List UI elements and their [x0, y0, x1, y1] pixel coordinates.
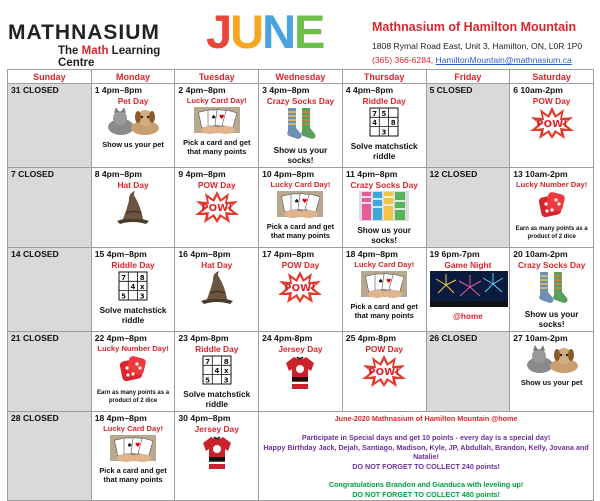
day-caption: Solve matchstick riddle — [350, 142, 418, 161]
svg-text:x: x — [223, 367, 229, 376]
day-number-time: 7 CLOSED — [11, 169, 54, 179]
svg-text:POW!: POW! — [284, 283, 317, 294]
day-number-time: 24 4pm-8pm — [262, 333, 313, 343]
day-number-time: 22 4pm–8pm — [94, 333, 147, 343]
pet-photo — [103, 107, 163, 140]
day-number-time: 19 6pm-7pm — [429, 249, 480, 259]
svg-text:x: x — [139, 283, 145, 292]
svg-text:4: 4 — [130, 283, 136, 292]
contact-block — [372, 20, 598, 65]
day-number-time: 5 CLOSED — [429, 85, 473, 95]
day-caption: Pick a card and get that many points — [99, 466, 167, 484]
day-number-time: 1 4pm–8pm — [94, 85, 142, 95]
svg-text:5: 5 — [381, 109, 387, 118]
svg-text:7: 7 — [204, 357, 210, 366]
day-caption: Solve matchstick riddle — [99, 306, 167, 325]
calendar-week-row — [8, 248, 594, 332]
playing-cards-photo — [277, 191, 323, 222]
special-day-title: Game Night — [444, 260, 492, 270]
month-title — [206, 5, 346, 58]
day-number-time: 18 4pm–8pm — [94, 413, 147, 423]
svg-text:5: 5 — [121, 292, 127, 301]
fireworks-photo — [430, 271, 508, 312]
day-caption: Show us your pet — [520, 378, 583, 387]
svg-text:♥: ♥ — [386, 278, 392, 285]
calendar-day-cell — [510, 332, 594, 412]
calendar-day-cell — [8, 84, 92, 168]
special-day-title: Crazy Socks Day — [350, 180, 418, 190]
logo-wordmark — [8, 22, 198, 44]
announcement-participate: Participate in Special days and get 10 points - every day is a special day! — [301, 433, 551, 442]
day-caption: Pick a card and get that many points — [266, 222, 335, 240]
calendar-day-cell — [8, 412, 92, 501]
weekday-sunday: Sunday — [8, 70, 92, 84]
calendar-day-cell — [510, 168, 594, 248]
day-number-time: 6 10am-2pm — [513, 85, 563, 95]
socks-photo — [280, 107, 320, 146]
day-number-time: 11 4pm–8pm — [345, 169, 398, 179]
wizard-hat-photo — [197, 271, 237, 310]
day-caption: Solve matchstick riddle — [183, 390, 251, 409]
calendar-day-cell — [342, 84, 426, 168]
playing-cards-photo — [110, 435, 156, 466]
day-caption: Pick a card and get that many points — [183, 138, 251, 156]
day-number-time: 4 4pm–8pm — [345, 85, 394, 95]
calendar-week-row — [8, 84, 594, 168]
svg-text:♥: ♥ — [135, 442, 141, 449]
svg-text:POW!: POW! — [535, 119, 568, 130]
day-number-time: 27 10am-2pm — [513, 333, 568, 343]
svg-text:♥: ♥ — [218, 114, 225, 121]
special-day-title: Jersey Day — [278, 344, 323, 354]
pow-burst — [278, 271, 322, 308]
svg-text:8: 8 — [139, 273, 145, 282]
special-day-title: POW Day — [281, 260, 320, 270]
special-day-title: Lucky Number Day! — [97, 344, 169, 353]
calendar-day-cell — [510, 84, 594, 168]
special-day-title: Jersey Day — [194, 424, 239, 434]
announcement-title: June-2020 Mathnasium of Hamilton Mountain @home — [334, 414, 518, 423]
svg-text:8: 8 — [223, 357, 229, 366]
weekday-header-row — [8, 70, 594, 84]
day-number-time: 17 4pm–8pm — [262, 249, 315, 259]
announcement-collect-480: DO NOT FORGET TO COLLECT 480 points! — [352, 489, 500, 499]
svg-text:8: 8 — [390, 119, 396, 128]
calendar-day-cell — [91, 168, 175, 248]
weekday-monday: Monday — [91, 70, 175, 84]
matchstick-riddle-grid — [202, 355, 232, 390]
calendar-day-cell — [8, 168, 92, 248]
day-number-time: 10 4pm–8pm — [262, 169, 315, 179]
playing-cards-photo — [361, 271, 407, 302]
calendar-day-cell — [8, 248, 92, 332]
special-day-title: Riddle Day — [195, 344, 239, 354]
svg-text:4: 4 — [214, 367, 220, 376]
calendar-day-cell — [8, 332, 92, 412]
tagline-math: Math — [81, 45, 109, 57]
org-contact-line — [372, 55, 598, 65]
logo-tagline — [58, 45, 198, 69]
day-number-time: 12 CLOSED — [429, 169, 478, 179]
pow-burst — [195, 191, 239, 228]
calendar-day-cell — [175, 248, 259, 332]
svg-text:3: 3 — [381, 128, 387, 137]
tagline-prefix: The — [58, 45, 82, 57]
pet-photo — [522, 345, 582, 378]
day-number-time: 31 CLOSED — [11, 85, 59, 95]
calendar-day-cell — [259, 248, 343, 332]
day-number-time: 13 10am-2pm — [513, 169, 568, 179]
tagline-suffix: Learning Centre — [58, 45, 161, 69]
calendar-day-cell — [259, 168, 343, 248]
month-letter: U — [230, 5, 263, 58]
org-phone: (365) 366-6284, — [372, 55, 434, 65]
calendar-day-cell — [259, 332, 343, 412]
special-day-title: Hat Day — [201, 260, 233, 270]
calendar-day-cell — [175, 168, 259, 248]
svg-text:3: 3 — [223, 376, 229, 385]
calendar-day-cell — [342, 332, 426, 412]
calendar-grid — [7, 69, 594, 501]
day-number-time: 2 4pm–8pm — [178, 85, 226, 95]
jersey-photo — [202, 435, 232, 476]
svg-text:7: 7 — [121, 273, 127, 282]
day-caption: Show us your pet — [102, 140, 164, 149]
day-number-time: 3 4pm–8pm — [262, 85, 310, 95]
svg-text:♠: ♠ — [294, 198, 300, 205]
jersey-photo — [285, 355, 315, 396]
special-day-title: Crazy Socks Day — [517, 260, 586, 270]
weekday-thursday: Thursday — [342, 70, 426, 84]
calendar-week-row — [8, 168, 594, 248]
matchstick-riddle-grid — [369, 107, 399, 142]
svg-text:♠: ♠ — [378, 278, 384, 285]
svg-text:♥: ♥ — [302, 198, 308, 205]
day-number-time: 18 4pm–8pm — [345, 249, 398, 259]
pow-burst — [362, 355, 406, 392]
calendar-day-cell — [259, 84, 343, 168]
day-number-time: 25 4pm-8pm — [345, 333, 396, 343]
day-number-time: 20 10am-2pm — [513, 249, 568, 259]
announcement-collect-240: DO NOT FORGET TO COLLECT 240 points! — [352, 461, 500, 471]
svg-text:3: 3 — [139, 292, 145, 301]
special-day-title: Lucky Card Day! — [103, 424, 164, 433]
special-day-title: Lucky Card Day! — [186, 96, 247, 105]
calendar-day-cell — [510, 248, 594, 332]
svg-text:POW!: POW! — [201, 203, 233, 214]
special-day-title: Riddle Day — [111, 260, 155, 270]
announcement-spacer — [262, 471, 590, 480]
svg-text:♠: ♠ — [127, 442, 133, 449]
calendar-day-cell — [342, 248, 426, 332]
special-day-title: POW Day — [197, 180, 236, 190]
special-day-title: Pet Day — [117, 96, 149, 106]
calendar-day-cell — [426, 168, 510, 248]
org-name: Mathnasium of Hamilton Mountain — [372, 20, 577, 34]
announcement-spacer — [262, 424, 590, 433]
svg-text:7: 7 — [372, 109, 378, 118]
month-letter: E — [294, 5, 324, 58]
day-number-time: 14 CLOSED — [11, 249, 59, 259]
special-day-title: Riddle Day — [362, 96, 406, 106]
day-caption: Show us your socks! — [357, 226, 411, 245]
calendar-day-cell — [175, 332, 259, 412]
calendar-day-cell — [91, 412, 175, 501]
day-number-time: 16 4pm–8pm — [178, 249, 231, 259]
monthly-announcements — [259, 412, 594, 501]
org-email-link[interactable]: HamiltonMountain@mathnasium.ca — [435, 55, 572, 65]
calendar-day-cell — [426, 332, 510, 412]
mathnasium-logo — [8, 21, 198, 69]
day-number-time: 28 CLOSED — [11, 413, 59, 423]
special-day-title: Lucky Number Day! — [515, 180, 588, 189]
day-caption: Show us your socks! — [273, 146, 328, 165]
org-address: 1808 Rymal Road East, Unit 3, Hamilton, ON, L0R 1P0 — [372, 41, 583, 51]
day-number-time: 9 4pm–8pm — [178, 169, 226, 179]
day-number-time: 23 4pm-8pm — [178, 333, 229, 343]
day-number-time: 21 CLOSED — [11, 333, 59, 343]
day-number-time: 15 4pm–8pm — [94, 249, 147, 259]
calendar-week-row — [8, 412, 594, 501]
svg-text:4: 4 — [372, 119, 378, 128]
special-day-title: Lucky Card Day! — [354, 260, 415, 269]
svg-text:POW!: POW! — [368, 367, 400, 378]
day-number-time: 30 4pm–8pm — [178, 413, 231, 423]
calendar-day-cell — [426, 248, 510, 332]
calendar-day-cell — [91, 84, 175, 168]
calendar-day-cell — [91, 332, 175, 412]
special-day-title: Hat Day — [117, 180, 149, 190]
calendar-header — [0, 0, 600, 69]
calendar-day-cell — [91, 248, 175, 332]
calendar-day-cell — [426, 84, 510, 168]
wizard-hat-photo — [113, 191, 153, 230]
weekday-friday: Friday — [426, 70, 510, 84]
svg-text:5: 5 — [204, 376, 210, 385]
special-day-title: Crazy Socks Day — [266, 96, 335, 106]
special-day-title: POW Day — [532, 96, 571, 106]
month-letter: J — [206, 5, 231, 58]
weekday-wednesday: Wednesday — [259, 70, 343, 84]
announcement-birthdays: Happy Birthday Jack, Dejah, Santiago, Madison, Kyle, JP, Abdullah, Brandon, Kelly, Jovana and Natalie! — [263, 442, 589, 461]
playing-cards-photo — [194, 107, 240, 138]
dice-photo — [118, 355, 148, 390]
logo-word-text: MATHNASIUM — [8, 21, 160, 44]
day-caption: Show us your socks! — [524, 310, 579, 329]
day-caption: @home — [452, 312, 483, 321]
pow-burst — [530, 107, 574, 144]
socks-photo — [532, 271, 572, 310]
announcement-congrats: Congratulations Brandon and Gianduca with leveling up! — [328, 480, 524, 489]
socks-photo — [359, 191, 409, 226]
calendar-day-cell — [342, 168, 426, 248]
calendar-day-cell — [175, 412, 259, 501]
dice-photo — [537, 191, 567, 226]
svg-text:♠: ♠ — [210, 114, 217, 121]
announcements-block — [262, 413, 590, 499]
special-day-title: POW Day — [365, 344, 404, 354]
day-caption: Earn as many points as a product of 2 dice — [515, 226, 588, 240]
special-day-title: Lucky Card Day! — [270, 180, 331, 189]
calendar-day-cell — [175, 84, 259, 168]
month-letter: N — [262, 5, 295, 58]
weekday-tuesday: Tuesday — [175, 70, 259, 84]
matchstick-riddle-grid — [118, 271, 148, 306]
day-number-time: 8 4pm–8pm — [94, 169, 142, 179]
weekday-saturday: Saturday — [510, 70, 594, 84]
day-number-time: 26 CLOSED — [429, 333, 478, 343]
calendar-week-row — [8, 332, 594, 412]
day-caption: Earn as many points as a product of 2 dice — [97, 390, 170, 404]
day-caption: Pick a card and get that many points — [350, 302, 418, 320]
